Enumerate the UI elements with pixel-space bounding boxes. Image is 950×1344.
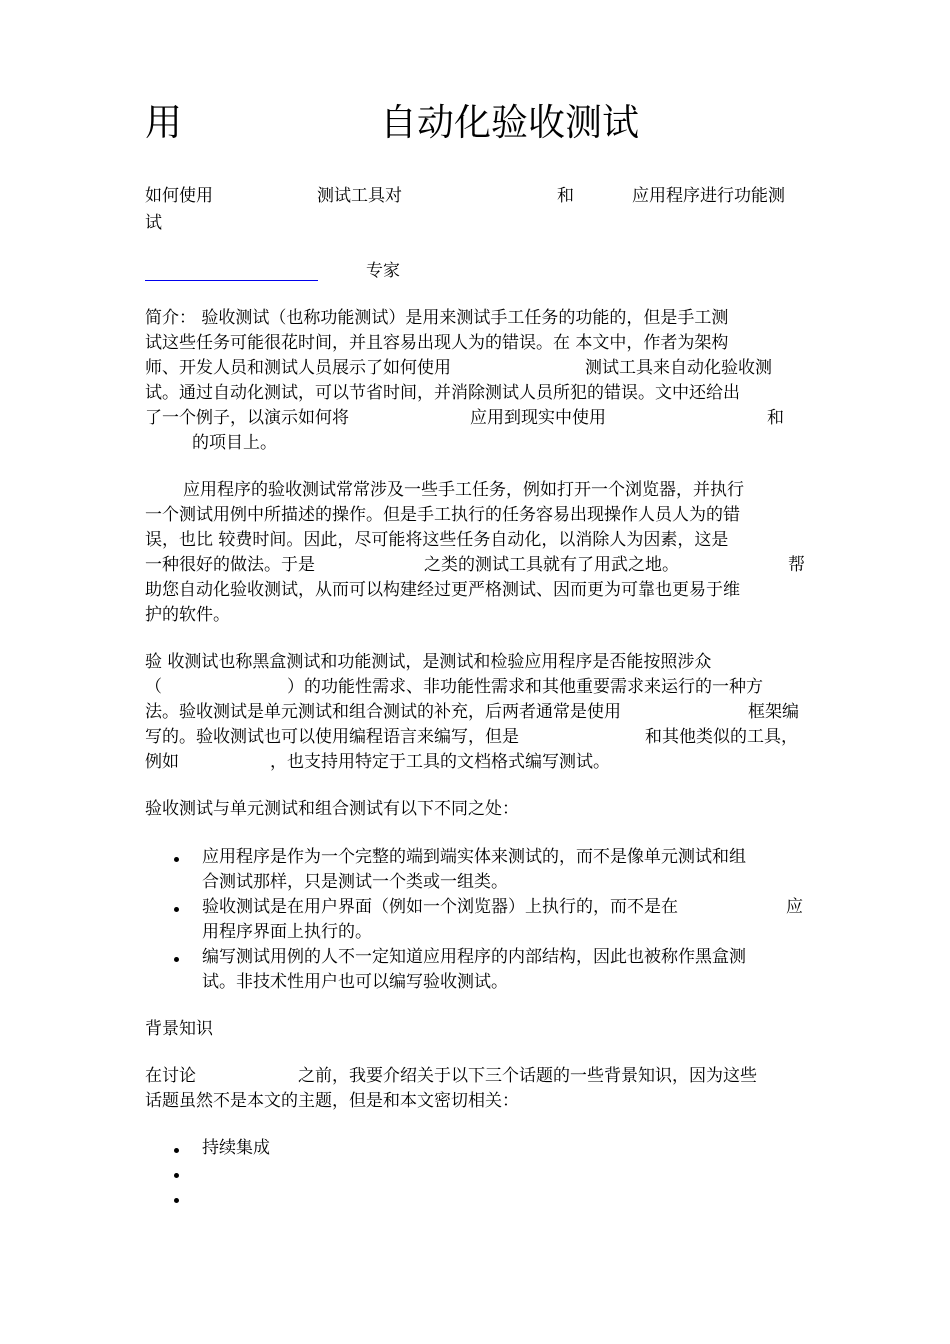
para3-line: 例如 — [145, 752, 179, 772]
bullet-line: 编写测试用例的人不一定知道应用程序的内部结构，因此也被称作黑盒测 — [202, 947, 746, 967]
para3-line: ，也支持用特定于工具的文档格式编写测试。 — [270, 752, 610, 772]
para2-line: 应用程序的验收测试常常涉及一些手工任务，例如打开一个浏览器，并执行 — [183, 480, 744, 500]
title-part2: 自动化验收测试 — [380, 101, 639, 144]
title-part1: 用 — [145, 101, 182, 144]
intro-line: 了一个例子，以演示如何将 — [145, 408, 349, 428]
bullet-line: 持续集成 — [202, 1138, 270, 1158]
intro-line: 试。通过自动化测试，可以节省时间，并消除测试人员所犯的错误。文中还给出 — [145, 383, 740, 403]
bullet-dot — [174, 1173, 179, 1178]
section-heading: 背景知识 — [145, 1019, 213, 1039]
subtitle-seg4: 应用程序进行功能测 — [632, 186, 785, 206]
para2-line: 一个测试用例中所描述的操作。但是手工执行的任务容易出现操作人员人为的错 — [145, 505, 740, 525]
intro-line: 和 — [767, 408, 784, 428]
para5-line: 话题虽然不是本文的主题，但是和本文密切相关： — [145, 1091, 519, 1111]
intro-line: 测试工具来自动化验收测 — [585, 358, 772, 378]
para2-line: 一种很好的做法。于是 — [145, 555, 315, 575]
subtitle-seg1: 如何使用 — [145, 186, 213, 206]
para3-line: 和其他类似的工具， — [645, 727, 798, 747]
bullet-line: 试。非技术性用户也可以编写验收测试。 — [202, 972, 508, 992]
bullet-line: 合测试那样，只是测试一个类或一组类。 — [202, 872, 508, 892]
subtitle-seg2: 测试工具对 — [317, 186, 402, 206]
bullet-line: 验收测试是在用户界面（例如一个浏览器）上执行的，而不是在 — [202, 897, 678, 917]
author-role: 专家 — [366, 261, 400, 281]
intro-line: 的项目上。 — [192, 433, 277, 453]
para2-line: 护的软件。 — [145, 605, 230, 625]
para2-line: 之类的测试工具就有了用武之地。 — [424, 555, 679, 575]
intro-line: 师、开发人员和测试人员展示了如何使用 — [145, 358, 451, 378]
para3-line: 写的。验收测试也可以使用编程语言来编写，但是 — [145, 727, 519, 747]
para3-line: （ — [145, 677, 162, 697]
bullet-dot — [174, 1198, 179, 1203]
para3-line: 框架编 — [748, 702, 799, 722]
intro-line: 简介： 验收测试（也称功能测试）是用来测试手工任务的功能的，但是手工测 — [145, 308, 729, 328]
bullet-dot — [174, 907, 179, 912]
para3-line: ）的功能性需求、非功能性需求和其他重要需求来运行的一种方 — [287, 677, 763, 697]
para3-line: 法。验收测试是单元测试和组合测试的补充，后两者通常是使用 — [145, 702, 621, 722]
bullet-line: 用程序界面上执行的。 — [202, 922, 372, 942]
para2-line: 助您自动化验收测试，从而可以构建经过更严格测试、因而更为可靠也更易于维 — [145, 580, 740, 600]
bullet-dot — [174, 1148, 179, 1153]
intro-line: 试这些任务可能很花时间，并且容易出现人为的错误。在 本文中，作者为架构 — [145, 333, 729, 353]
bullet-dot — [174, 857, 179, 862]
subtitle-seg5: 试 — [145, 213, 162, 233]
bullet-line: 应 — [786, 897, 803, 917]
para2-line: 帮 — [788, 555, 805, 575]
bullet-line: 应用程序是作为一个完整的端到端实体来测试的，而不是像单元测试和组 — [202, 847, 746, 867]
subtitle-seg3: 和 — [557, 186, 574, 206]
para4: 验收测试与单元测试和组合测试有以下不同之处： — [145, 799, 519, 819]
author-link[interactable] — [145, 280, 318, 281]
para5-line: 在讨论 — [145, 1066, 196, 1086]
intro-line: 应用到现实中使用 — [470, 408, 606, 428]
para3-line: 验 收测试也称黑盒测试和功能测试，是测试和检验应用程序是否能按照涉众 — [145, 652, 712, 672]
para2-line: 误，也比 较费时间。因此，尽可能将这些任务自动化，以消除人为因素，这是 — [145, 530, 729, 550]
para5-line: 之前，我要介绍关于以下三个话题的一些背景知识，因为这些 — [298, 1066, 757, 1086]
bullet-dot — [174, 957, 179, 962]
